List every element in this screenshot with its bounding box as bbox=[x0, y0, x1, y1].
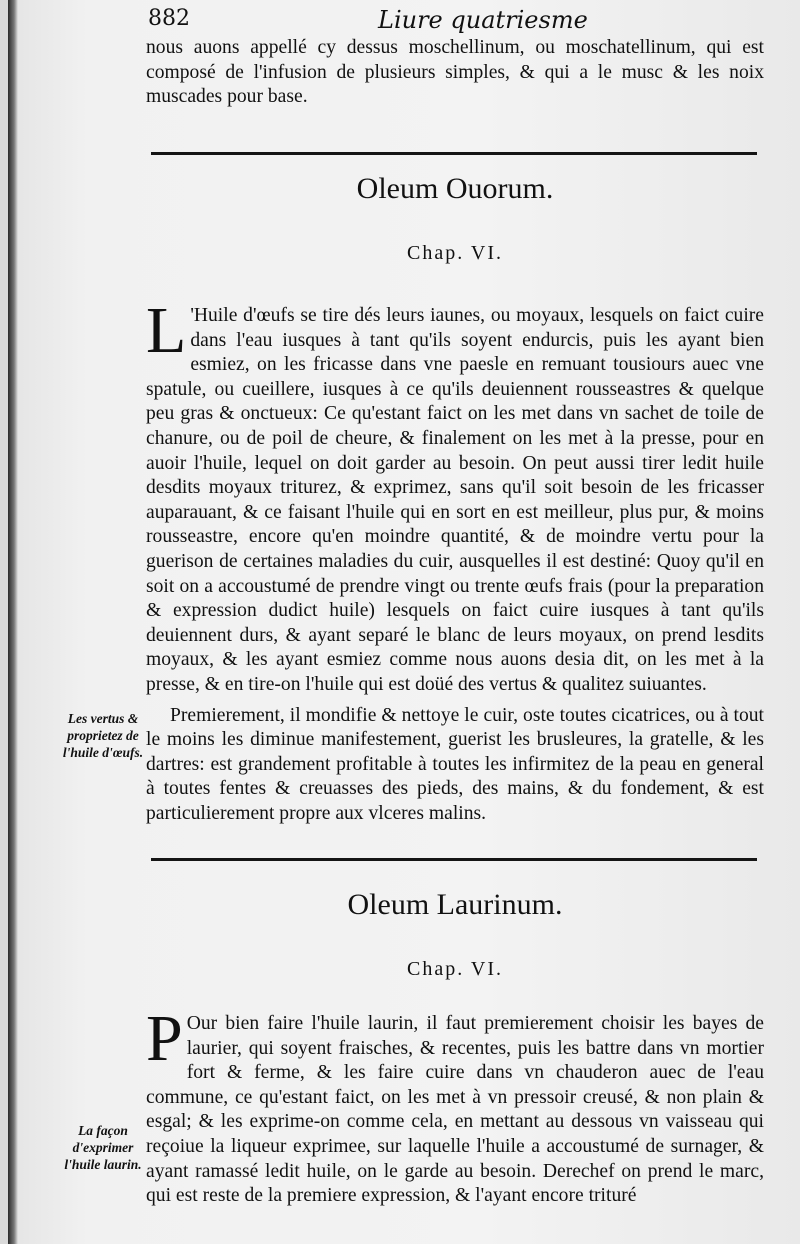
section-divider-2 bbox=[151, 858, 757, 861]
chapter-heading-1: Chap. VI. bbox=[407, 242, 503, 264]
marginal-note-vertus: Les vertus & proprietez de l'huile d'œufs. bbox=[62, 711, 144, 760]
section1-paragraph-1-text: 'Huile d'œufs se tire dés leurs iaunes, ou moyaux, lesquels on faict cuire dans l'eau iusques à tant qu'ils soyent endurcis, puis les ayant bien esmiez, on les fricasse dans vne paesle en remuant tousiours auec vne spatule, ou cueillere, iusques à ce qu'ils deuiennent rousseastres & quelque peu gras & onctueux: Ce qu'estant faict on les met dans vn sachet de toile de chanure, ou de poil de cheure, & finalement on les met à la presse, pour en auoir l'huile, lequel on doit garder au besoin. On peut aussi tirer ledit huile desdits moyaux triturez, & exprimez, sans qu'il soit besoin de les fricasser auparauant, & ce faisant l'huile qui en sort en est meilleur, plus pur, & moins rousseastre, encore qu'en moindre quantité, & de moindre vertu pour la guerison de certaines maladies du cuir, ausquelles il est destiné: Quoy qu'il en soit on a accoustumé de prendre vingt ou trente œufs frais (pour la preparation & expression dudict huile) lesquels on faict cuire iusques à tant qu'ils deuiennent durs, & ayant separé le blanc de leurs moyaux, on prend lesdits moyaux, & les ayant esmiez comme nous auons desia dit, on les met à la presse, & en tire-on l'huile qui est doüé des vertus & qualitez suiuantes. bbox=[146, 305, 764, 695]
section-divider-1 bbox=[151, 152, 757, 155]
section-title-oleum-ouorum: Oleum Ouorum. bbox=[356, 172, 554, 205]
page-header bbox=[148, 6, 760, 36]
running-head: Liure quatriesme bbox=[378, 6, 588, 34]
section1-body bbox=[146, 294, 764, 826]
drop-cap-p: P bbox=[146, 1002, 183, 1075]
section-title-oleum-laurinum: Oleum Laurinum. bbox=[347, 888, 563, 921]
page-gutter-shadow bbox=[8, 0, 18, 1244]
section1-paragraph-1 bbox=[146, 294, 764, 698]
continuation-text: nous auons appellé cy dessus moschellinum, ou moschatellinum, qui est composé de l'infusion de plusieurs simples, & qui a le musc & les noix muscades pour base. bbox=[146, 37, 764, 108]
marginal-note-facon: La façon d'exprimer l'huile laurin. bbox=[64, 1123, 142, 1172]
continuation-paragraph bbox=[146, 36, 764, 110]
section2-paragraph-1-text: Our bien faire l'huile laurin, il faut premierement choisir les bayes de laurier, qui soyent fraisches, & recentes, puis les battre dans vn mortier fort & ferme, & les faire cuire dans vn chauderon auec de l'eau commune, ce qu'estant faict, on les met à vn pressoir creusé, & non plain & esgal; & les exprime-on comme cela, en mettant au dessous vn vaisseau qui reçoiue la liqueur exprimee, sur laquelle l'huile a accoustumé de surnager, & ayant ramassé ledit huile, on le garde au besoin. Derechef on prend le marc, qui est reste de la premiere expression, & l'ayant encore trituré bbox=[146, 1013, 764, 1207]
page-number: 882 bbox=[148, 6, 190, 31]
section2-body bbox=[146, 1002, 764, 1209]
drop-cap-l: L bbox=[146, 294, 187, 367]
section2-paragraph-1 bbox=[146, 1002, 764, 1209]
chapter-heading-2: Chap. VI. bbox=[407, 958, 503, 980]
book-page bbox=[8, 0, 800, 1244]
section1-paragraph-2: Premierement, il mondifie & nettoye le cuir, oste toutes cicatrices, ou à tout le moins les diminue manifestement, guerist les brusleures, la gratelle, & les dartres: est grandement profitable à toutes les infirmitez de la peau en general à toutes fentes & creuasses des pieds, des mains, & du fondement, & est particulierement propre aux vlceres malins. bbox=[146, 704, 764, 824]
